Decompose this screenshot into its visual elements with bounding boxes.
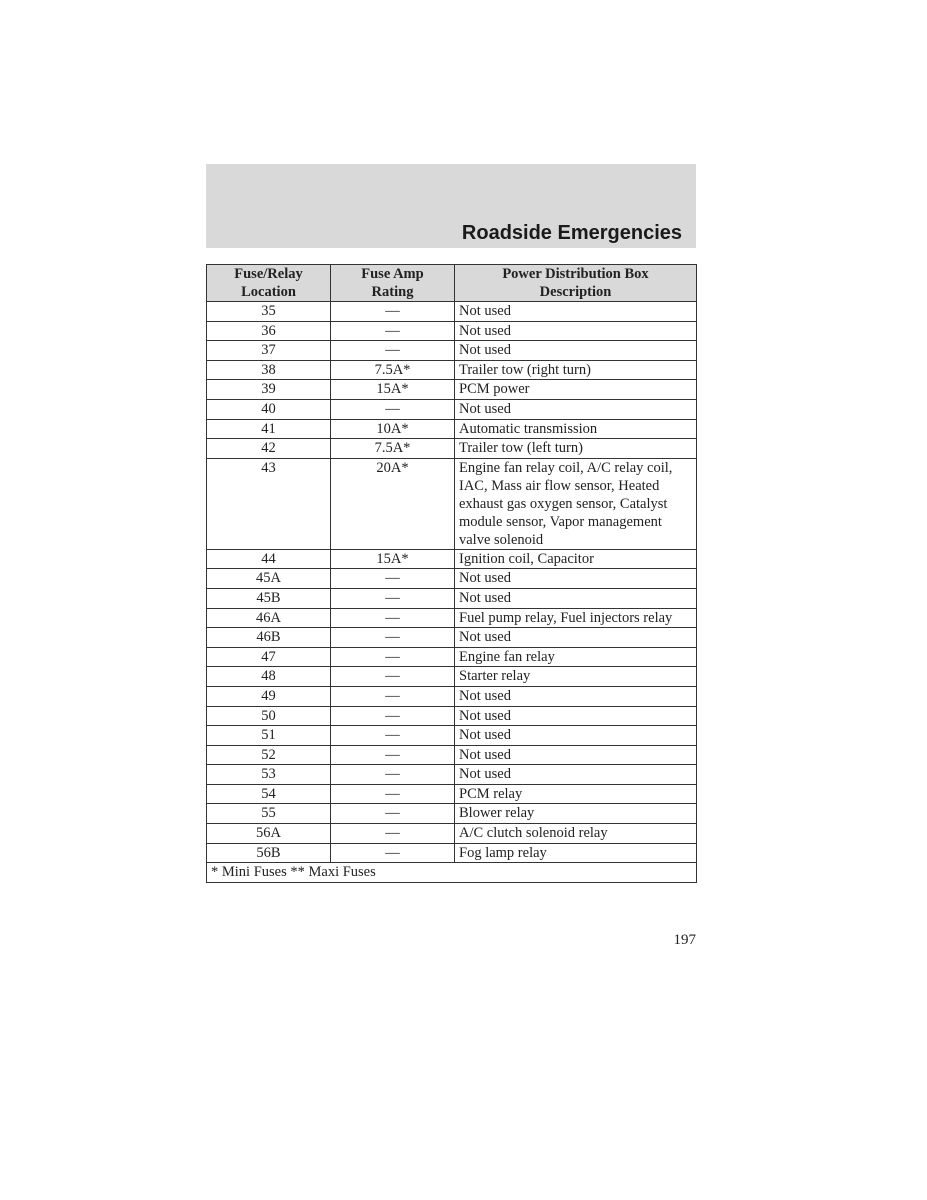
fuse-description-cell: Blower relay	[455, 804, 697, 824]
fuse-description-cell: Trailer tow (right turn)	[455, 360, 697, 380]
fuse-location-cell: 45B	[207, 588, 331, 608]
fuse-rating-cell: —	[331, 726, 455, 746]
fuse-description-cell: Fog lamp relay	[455, 843, 697, 863]
table-row	[207, 341, 697, 361]
table-row	[207, 706, 697, 726]
table-row	[207, 588, 697, 608]
table-row	[207, 765, 697, 785]
table-row	[207, 628, 697, 648]
fuse-location-cell: 46A	[207, 608, 331, 628]
fuse-location-cell: 38	[207, 360, 331, 380]
table-row	[207, 439, 697, 459]
table-row	[207, 824, 697, 844]
fuse-rating-cell: —	[331, 321, 455, 341]
fuse-location-cell: 50	[207, 706, 331, 726]
table-row	[207, 360, 697, 380]
table-row	[207, 608, 697, 628]
fuse-table	[206, 264, 697, 883]
fuse-rating-cell: 20A*	[331, 458, 455, 549]
table-row	[207, 380, 697, 400]
fuse-rating-cell: —	[331, 686, 455, 706]
section-header	[206, 164, 696, 248]
fuse-rating-cell: 7.5A*	[331, 439, 455, 459]
page-number: 197	[673, 932, 696, 948]
fuse-rating-cell: —	[331, 765, 455, 785]
fuse-rating-cell: —	[331, 804, 455, 824]
fuse-description-cell: Trailer tow (left turn)	[455, 439, 697, 459]
fuse-rating-cell: —	[331, 667, 455, 687]
fuse-description-cell: Not used	[455, 302, 697, 322]
fuse-rating-cell: 10A*	[331, 419, 455, 439]
fuse-location-cell: 37	[207, 341, 331, 361]
fuse-description-cell: Ignition coil, Capacitor	[455, 549, 697, 569]
fuse-rating-cell: 7.5A*	[331, 360, 455, 380]
fuse-description-cell: Starter relay	[455, 667, 697, 687]
fuse-description-cell: Fuel pump relay, Fuel injectors relay	[455, 608, 697, 628]
footnote-row	[207, 863, 697, 883]
fuse-rating-cell: 15A*	[331, 549, 455, 569]
fuse-location-cell: 56B	[207, 843, 331, 863]
table-row	[207, 399, 697, 419]
table-row	[207, 419, 697, 439]
table-row	[207, 726, 697, 746]
fuse-description-cell: A/C clutch solenoid relay	[455, 824, 697, 844]
fuse-rating-cell: —	[331, 628, 455, 648]
fuse-description-cell: Not used	[455, 588, 697, 608]
table-row	[207, 569, 697, 589]
fuse-rating-cell: —	[331, 784, 455, 804]
fuse-description-cell: PCM power	[455, 380, 697, 400]
fuse-description-cell: Not used	[455, 686, 697, 706]
fuse-location-cell: 56A	[207, 824, 331, 844]
fuse-description-cell: Not used	[455, 399, 697, 419]
fuse-description-cell: Not used	[455, 321, 697, 341]
fuse-location-cell: 35	[207, 302, 331, 322]
fuse-description-cell: PCM relay	[455, 784, 697, 804]
footnote: * Mini Fuses ** Maxi Fuses	[207, 863, 697, 883]
fuse-rating-cell: —	[331, 569, 455, 589]
column-header-rating: Fuse Amp Rating	[331, 265, 455, 302]
table-row	[207, 804, 697, 824]
table-header-row	[207, 265, 697, 302]
fuse-rating-cell: —	[331, 302, 455, 322]
fuse-rating-cell: —	[331, 608, 455, 628]
fuse-description-cell: Not used	[455, 765, 697, 785]
fuse-description-cell: Not used	[455, 726, 697, 746]
table-row	[207, 549, 697, 569]
fuse-location-cell: 47	[207, 647, 331, 667]
fuse-location-cell: 43	[207, 458, 331, 549]
fuse-location-cell: 41	[207, 419, 331, 439]
fuse-location-cell: 36	[207, 321, 331, 341]
fuse-description-cell: Engine fan relay	[455, 647, 697, 667]
fuse-rating-cell: —	[331, 824, 455, 844]
fuse-location-cell: 42	[207, 439, 331, 459]
fuse-description-cell: Automatic transmission	[455, 419, 697, 439]
fuse-description-cell: Not used	[455, 628, 697, 648]
column-header-description: Power Distribution Box Description	[455, 265, 697, 302]
fuse-location-cell: 44	[207, 549, 331, 569]
section-title: Roadside Emergencies	[461, 222, 682, 244]
table-row	[207, 843, 697, 863]
fuse-rating-cell: —	[331, 843, 455, 863]
fuse-location-cell: 49	[207, 686, 331, 706]
fuse-description-cell: Engine fan relay coil, A/C relay coil, IAC, Mass air flow sensor, Heated exhaust gas oxygen sensor, Catalyst module sensor, Vapor management valve solenoid	[455, 458, 697, 549]
fuse-location-cell: 45A	[207, 569, 331, 589]
table-row	[207, 745, 697, 765]
fuse-description-cell: Not used	[455, 745, 697, 765]
column-header-location: Fuse/Relay Location	[207, 265, 331, 302]
table-row	[207, 667, 697, 687]
fuse-location-cell: 40	[207, 399, 331, 419]
fuse-rating-cell: —	[331, 341, 455, 361]
fuse-location-cell: 54	[207, 784, 331, 804]
fuse-location-cell: 51	[207, 726, 331, 746]
fuse-rating-cell: —	[331, 706, 455, 726]
fuse-description-cell: Not used	[455, 341, 697, 361]
fuse-location-cell: 46B	[207, 628, 331, 648]
fuse-rating-cell: —	[331, 399, 455, 419]
fuse-rating-cell: —	[331, 588, 455, 608]
table-row	[207, 686, 697, 706]
table-row	[207, 784, 697, 804]
fuse-location-cell: 53	[207, 765, 331, 785]
fuse-description-cell: Not used	[455, 706, 697, 726]
table-row	[207, 647, 697, 667]
fuse-location-cell: 39	[207, 380, 331, 400]
table-row	[207, 302, 697, 322]
table-row	[207, 321, 697, 341]
fuse-description-cell: Not used	[455, 569, 697, 589]
fuse-location-cell: 55	[207, 804, 331, 824]
table-row	[207, 458, 697, 549]
fuse-location-cell: 52	[207, 745, 331, 765]
fuse-rating-cell: —	[331, 745, 455, 765]
fuse-rating-cell: 15A*	[331, 380, 455, 400]
fuse-location-cell: 48	[207, 667, 331, 687]
fuse-rating-cell: —	[331, 647, 455, 667]
